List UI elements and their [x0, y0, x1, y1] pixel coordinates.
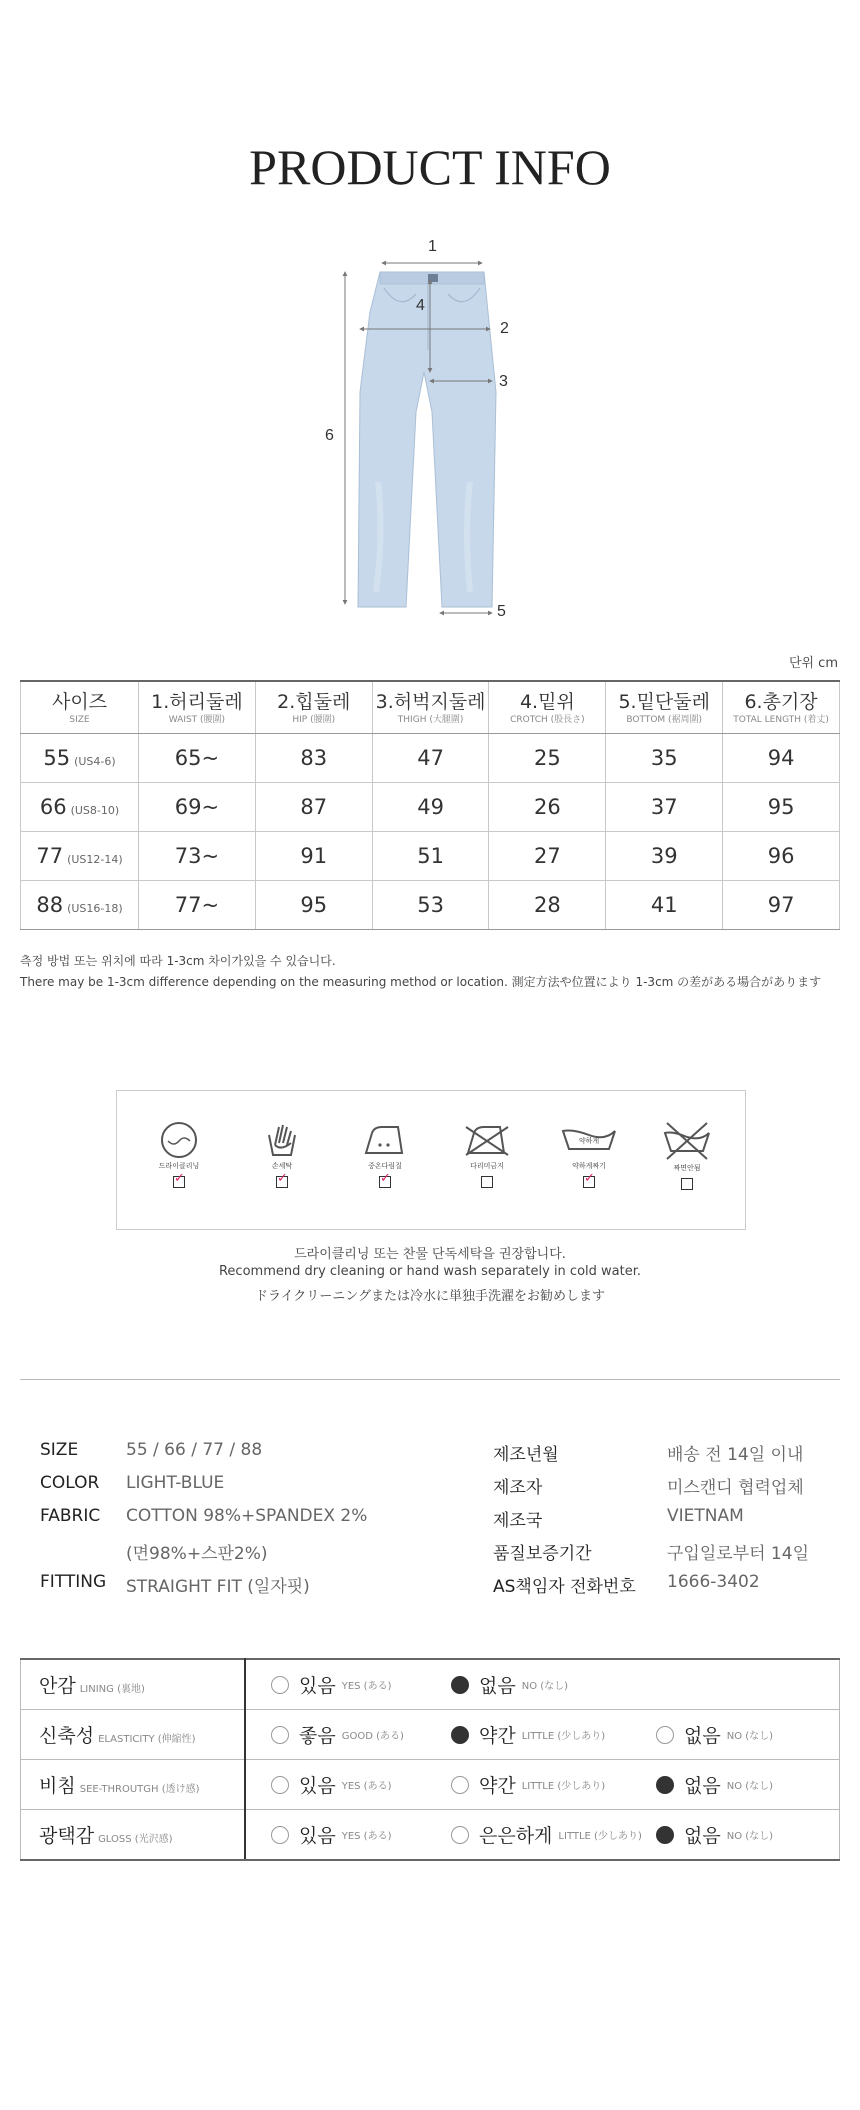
care-item-iron-medium	[345, 1121, 425, 1188]
value-cell: 95	[255, 880, 372, 929]
attr-name: 비침 SEE-THROUTGH (透け感)	[21, 1760, 246, 1810]
value-cell: 83	[255, 733, 372, 782]
value-cell: 27	[489, 831, 606, 880]
header-size: 사이즈 SIZE	[21, 681, 139, 733]
header-thigh: 3.허벅지둘레 THIGH (大腿圍)	[372, 681, 489, 733]
value-cell: 73~	[139, 831, 256, 880]
info-key: FABRIC	[40, 1506, 101, 1526]
value-cell: 51	[372, 831, 489, 880]
size-cell: 77 (US12-14)	[21, 831, 139, 880]
radio-selected-icon	[451, 1676, 469, 1694]
option-little: 은은하게 LITTLE (少しあり)	[451, 1810, 642, 1859]
info-key: SIZE	[40, 1440, 79, 1460]
care-label: 짜면안됨	[673, 1164, 701, 1172]
attr-row-gloss	[21, 1810, 840, 1861]
diagram-label-2: 2	[500, 320, 509, 337]
info-value: 55 / 66 / 77 / 88	[126, 1440, 263, 1460]
value-cell: 95	[723, 782, 840, 831]
attr-row-see-through	[21, 1760, 840, 1810]
value-cell: 65~	[139, 733, 256, 782]
info-value: 1666-3402	[667, 1572, 760, 1592]
attr-options	[245, 1659, 840, 1710]
diagram-label-1: 1	[428, 238, 437, 255]
care-instructions-box	[116, 1090, 746, 1230]
size-cell: 55 (US4-6)	[21, 733, 139, 782]
care-item-dry-clean	[139, 1121, 219, 1188]
care-note-en: Recommend dry cleaning or hand wash separately in cold water.	[218, 1264, 641, 1279]
care-checkbox	[173, 1176, 185, 1188]
value-cell: 87	[255, 782, 372, 831]
info-value: 구입일로부터 14일	[667, 1544, 809, 1564]
care-checkbox	[276, 1176, 288, 1188]
care-note-ja: ドライクリーニングまたは冷水に単独手洗濯をお勧めします	[254, 1289, 606, 1304]
jeans-measurement-diagram	[320, 232, 520, 632]
info-value: 미스캔디 협력업체	[667, 1478, 804, 1498]
attr-row-elasticity	[21, 1710, 840, 1760]
value-cell: 49	[372, 782, 489, 831]
attr-row-lining	[21, 1659, 840, 1710]
value-cell: 25	[489, 733, 606, 782]
radio-icon	[271, 1676, 289, 1694]
care-checkbox	[681, 1178, 693, 1190]
value-cell: 35	[606, 733, 723, 782]
option-little: 약간 LITTLE (少しあり)	[451, 1710, 605, 1759]
size-cell: 88 (US16-18)	[21, 880, 139, 929]
care-item-no-iron	[447, 1121, 527, 1188]
diagram-label-4: 4	[416, 297, 425, 314]
radio-icon	[656, 1726, 674, 1744]
table-row	[21, 831, 840, 880]
attr-options	[245, 1810, 840, 1861]
value-cell: 47	[372, 733, 489, 782]
option-no: 없음 NO (なし)	[451, 1660, 568, 1709]
value-cell: 91	[255, 831, 372, 880]
table-row	[21, 880, 840, 929]
diagram-label-3: 3	[499, 373, 508, 390]
value-cell: 96	[723, 831, 840, 880]
care-item-gentle-wring	[549, 1121, 629, 1188]
measurement-note-en: There may be 1-3cm difference depending on the measuring method or location. 測定方法や位置により 1-3cm の差がある場合があります	[20, 975, 822, 989]
option-no: 없음 NO (なし)	[656, 1760, 773, 1809]
option-no: 없음 NO (なし)	[656, 1810, 773, 1859]
care-checkbox	[583, 1176, 595, 1188]
gentle-text: 약하게	[578, 1137, 600, 1145]
header-crotch: 4.밑위 CROTCH (股長さ)	[489, 681, 606, 733]
attr-name: 안감 LINING (裏地)	[21, 1659, 246, 1710]
header-total-length: 6.총기장 TOTAL LENGTH (着丈)	[723, 681, 840, 733]
radio-icon	[271, 1776, 289, 1794]
care-label: 약하게짜기	[572, 1162, 606, 1170]
care-item-no-wring	[647, 1121, 727, 1190]
measurement-note-ko: 측정 방법 또는 위치에 따라 1-3cm 차이가있을 수 있습니다.	[20, 954, 336, 968]
section-divider	[20, 1379, 840, 1380]
value-cell: 39	[606, 831, 723, 880]
care-checkbox	[379, 1176, 391, 1188]
option-yes: 있음 YES (ある)	[271, 1760, 391, 1809]
value-cell: 69~	[139, 782, 256, 831]
radio-icon	[271, 1726, 289, 1744]
diagram-label-5: 5	[497, 603, 506, 620]
option-good: 좋음 GOOD (ある)	[271, 1710, 404, 1759]
diagram-label-6: 6	[325, 427, 334, 444]
fabric-attribute-table	[20, 1658, 840, 1861]
radio-selected-icon	[656, 1826, 674, 1844]
care-label: 손세탁	[271, 1162, 293, 1170]
value-cell: 41	[606, 880, 723, 929]
radio-icon	[451, 1826, 469, 1844]
info-value: COTTON 98%+SPANDEX 2%	[126, 1506, 368, 1526]
radio-icon	[451, 1776, 469, 1794]
header-hip: 2.힙둘레 HIP (腰圍)	[255, 681, 372, 733]
table-row	[21, 782, 840, 831]
attr-name: 신축성 ELASTICITY (伸縮性)	[21, 1710, 246, 1760]
info-value: LIGHT-BLUE	[126, 1473, 225, 1493]
radio-selected-icon	[451, 1726, 469, 1744]
value-cell: 26	[489, 782, 606, 831]
info-key: AS책임자 전화번호	[493, 1577, 636, 1597]
dry-clean-icon	[158, 1121, 200, 1159]
unit-label: 단위 cm	[788, 656, 838, 671]
iron-medium-icon	[362, 1121, 408, 1159]
info-key: FITTING	[40, 1572, 107, 1592]
care-label: 중온다림질	[368, 1162, 402, 1170]
size-cell: 66 (US8-10)	[21, 782, 139, 831]
gentle-wring-icon	[559, 1121, 619, 1159]
info-key: 품질보증기간	[493, 1544, 592, 1564]
value-cell: 97	[723, 880, 840, 929]
page-title: PRODUCT INFO	[249, 139, 611, 195]
info-key: COLOR	[40, 1473, 100, 1493]
care-label: 다리미금지	[470, 1162, 504, 1170]
size-table	[20, 680, 840, 930]
value-cell: 94	[723, 733, 840, 782]
care-checkbox	[481, 1176, 493, 1188]
value-cell: 53	[372, 880, 489, 929]
info-value: 배송 전 14일 이내	[667, 1445, 804, 1465]
option-no: 없음 NO (なし)	[656, 1710, 773, 1759]
option-little: 약간 LITTLE (少しあり)	[451, 1760, 605, 1809]
radio-selected-icon	[656, 1776, 674, 1794]
size-table-header	[21, 681, 840, 733]
header-bottom: 5.밑단둘레 BOTTOM (裾周圍)	[606, 681, 723, 733]
info-value: VIETNAM	[667, 1506, 744, 1526]
no-wring-icon	[661, 1121, 713, 1161]
table-row	[21, 733, 840, 782]
value-cell: 37	[606, 782, 723, 831]
value-cell: 77~	[139, 880, 256, 929]
care-item-hand-wash	[242, 1121, 322, 1188]
attr-name: 광택감 GLOSS (光沢感)	[21, 1810, 246, 1861]
care-note-ko: 드라이클리닝 또는 찬물 단독세탁을 권장합니다.	[294, 1247, 566, 1262]
radio-icon	[271, 1826, 289, 1844]
care-label: 드라이클리닝	[158, 1162, 200, 1170]
attr-options	[245, 1710, 840, 1760]
info-key: 제조년월	[493, 1445, 559, 1465]
hand-wash-icon	[261, 1121, 303, 1159]
info-value: (면98%+스판2%)	[126, 1544, 268, 1564]
option-yes: 있음 YES (ある)	[271, 1810, 391, 1859]
no-iron-icon	[464, 1121, 510, 1159]
value-cell: 28	[489, 880, 606, 929]
header-waist: 1.허리둘레 WAIST (腰圍)	[139, 681, 256, 733]
info-key: 제조자	[493, 1478, 543, 1498]
info-key: 제조국	[493, 1511, 543, 1531]
attr-options	[245, 1760, 840, 1810]
option-yes: 있음 YES (ある)	[271, 1660, 391, 1709]
info-value: STRAIGHT FIT (일자핏)	[126, 1577, 310, 1597]
